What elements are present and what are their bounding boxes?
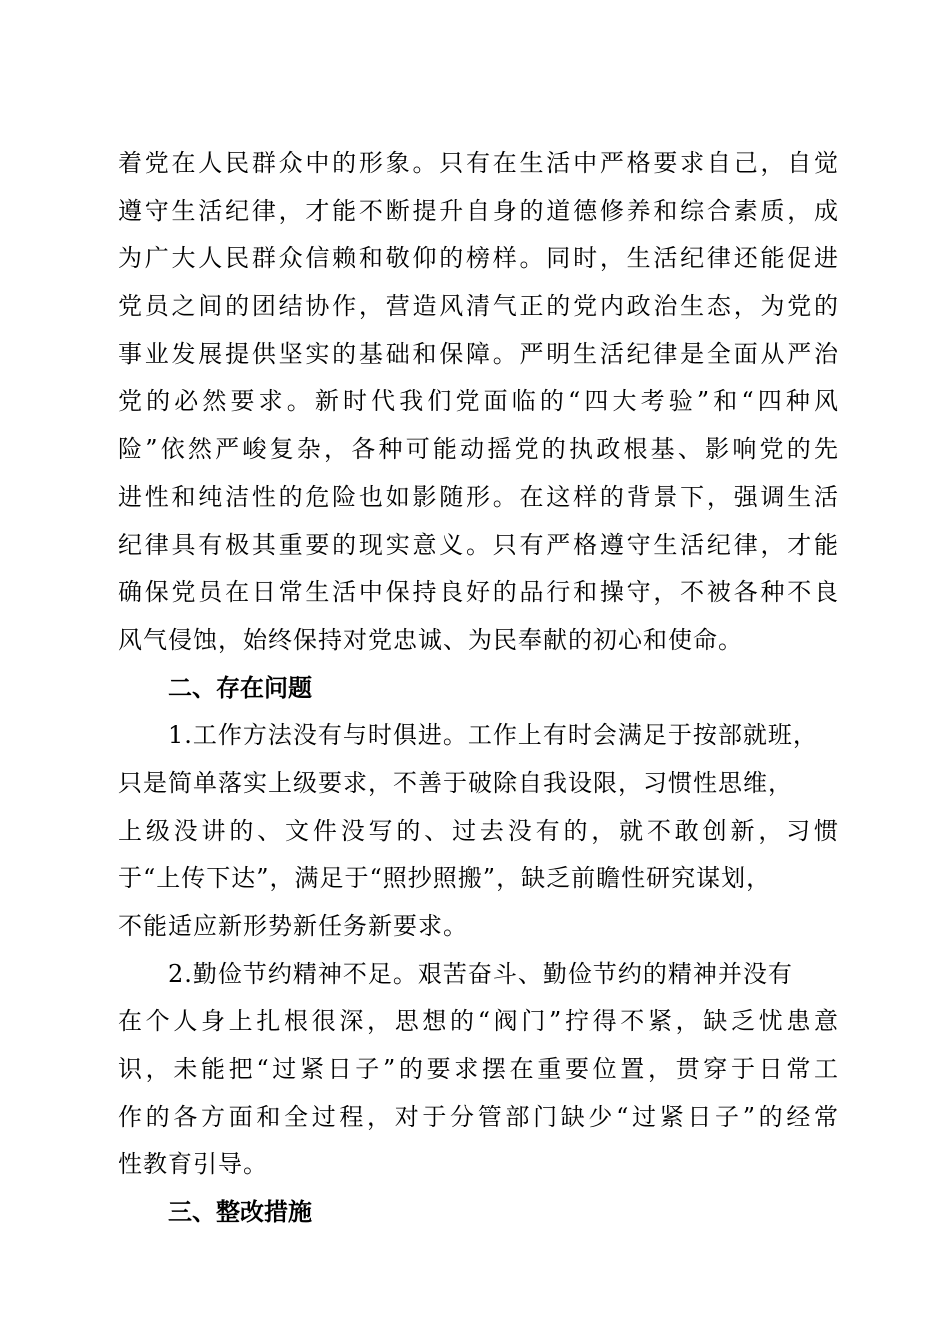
paragraph-discipline-significance — [118, 140, 838, 665]
paragraph-line: 为广大人民群众信赖和敬仰的榜样。同时，生活纪律还能促进 — [118, 244, 838, 273]
paragraph-line: 上级没讲的、文件没写的、过去没有的，就不敢创新，习惯 — [118, 816, 838, 845]
paragraph-line: 不能适应新形势新任务新要求。 — [118, 912, 468, 940]
paragraph-line: 作的各方面和全过程，对于分管部门缺少“过紧日子”的经常 — [118, 1102, 838, 1131]
paragraph-line: 事业发展提供坚实的基础和保障。严明生活纪律是全面从严治 — [118, 339, 838, 368]
paragraph-line: 进性和纯洁性的危险也如影随形。在这样的背景下，强调生活 — [118, 482, 838, 511]
paragraph-line: 党员之间的团结协作，营造风清气正的党内政治生态，为党的 — [118, 292, 838, 321]
paragraph-line: 党的必然要求。新时代我们党面临的“四大考验”和“四种风 — [118, 387, 838, 416]
section-heading-existing-problems: 二、存在问题 — [168, 673, 312, 702]
problem-item-1 — [118, 712, 838, 950]
section-heading-rectification-measures: 三、整改措施 — [168, 1198, 312, 1227]
document-body — [118, 140, 838, 1237]
paragraph-line: 于“上传下达”，满足于“照抄照搬”，缺乏前瞻性研究谋划， — [118, 864, 772, 893]
paragraph-line: 着党在人民群众中的形象。只有在生活中严格要求自己，自觉 — [118, 149, 838, 177]
paragraph-line: 险”依然严峻复杂，各种可能动摇党的执政根基、影响党的先 — [118, 435, 838, 464]
paragraph-line: 纪律具有极其重要的现实意义。只有严格遵守生活纪律，才能 — [118, 530, 838, 559]
paragraph-line: 确保党员在日常生活中保持良好的品行和操守，不被各种不良 — [118, 578, 838, 607]
paragraph-line: 风气侵蚀，始终保持对党忠诚、为民奉献的初心和使命。 — [118, 625, 743, 654]
paragraph-line: 1.工作方法没有与时俱进。工作上有时会满足于按部就班， — [168, 721, 818, 750]
paragraph-line: 遵守生活纪律，才能不断提升自身的道德修养和综合素质，成 — [118, 196, 838, 225]
paragraph-line: 性教育引导。 — [118, 1150, 268, 1179]
problem-item-2 — [118, 951, 838, 1189]
paragraph-line: 2.勤俭节约精神不足。艰苦奋斗、勤俭节约的精神并没有 — [168, 959, 793, 988]
paragraph-line: 在个人身上扎根很深，思想的“阀门”拧得不紧，缺乏忧患意 — [118, 1007, 838, 1036]
paragraph-line: 识，未能把“过紧日子”的要求摆在重要位置，贯穿于日常工 — [118, 1055, 838, 1084]
paragraph-line: 只是简单落实上级要求，不善于破除自我设限，习惯性思维， — [118, 768, 793, 797]
